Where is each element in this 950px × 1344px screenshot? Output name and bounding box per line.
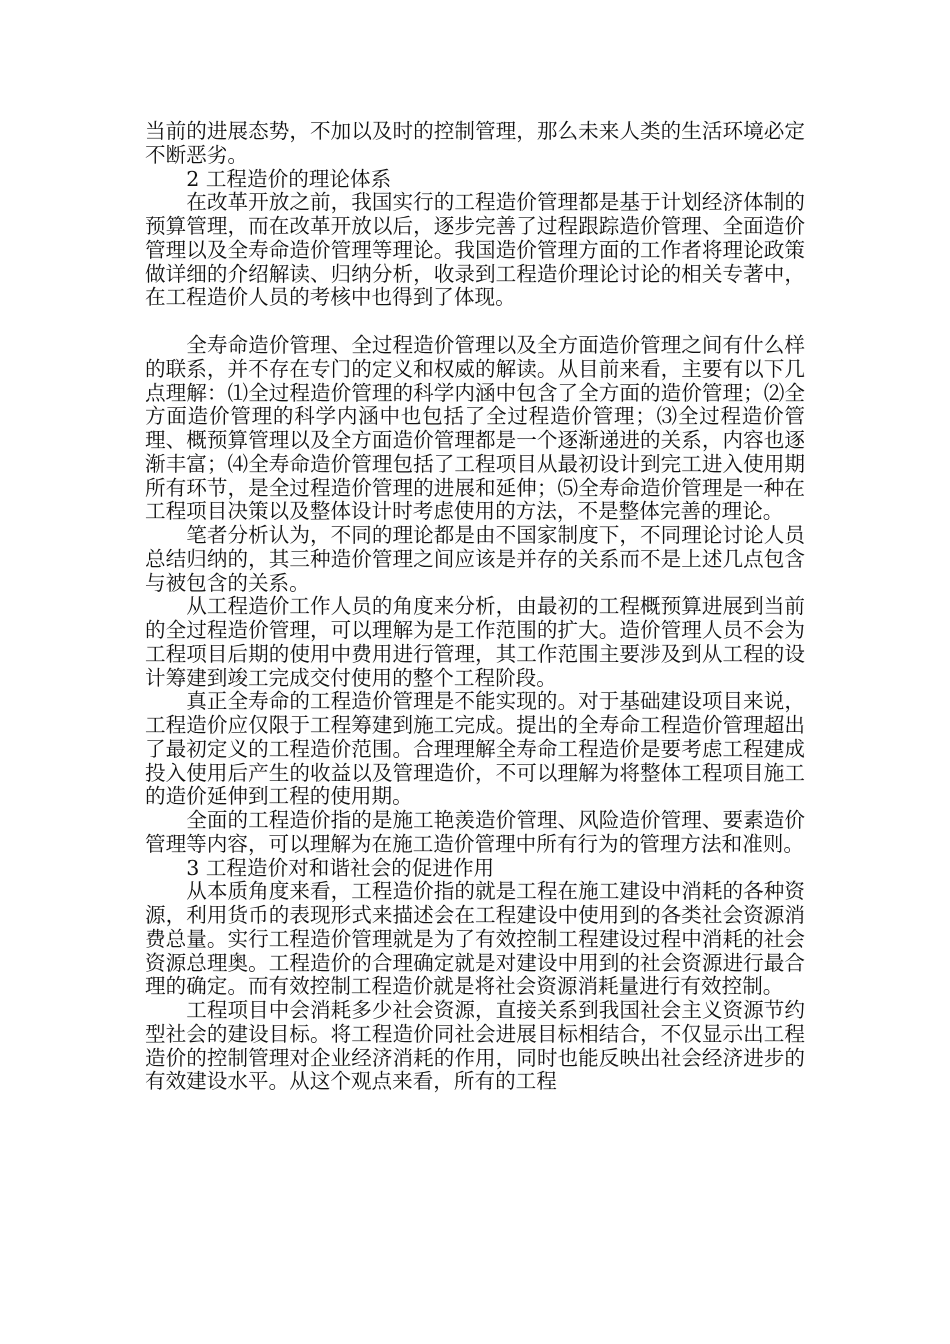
paragraph-intro: 当前的进展态势，不加以及时的控制管理，那么未来人类的生活环境必定不断恶劣。 — [145, 119, 805, 167]
section-heading-3: 3 工程造价对和谐社会的促进作用 — [186, 855, 495, 880]
paragraph-relations: 全寿命造价管理、全过程造价管理以及全方面造价管理之间有什么样的联系，并不存在专门的定义和权威的解读。从目前来看，主要有以下几点理解：⑴全过程造价管理的科学内涵中包含了全方面的造价管理；⑵全方面造价管理的科学内涵中也包括了全过程造价管理；⑶全过程造价管理、概预算管理以及全方面造价管理都是一个逐渐递进的关系，内容也逐渐丰富；⑷全寿命造价管理包括了工程项目从最初设计到完工进入使用期所有环节，是全过程造价管理的进展和延伸；⑸全寿命造价管理是一种在工程项目决策以及整体设计时考虑使用的方法，不是整体完善的理论。 — [145, 333, 805, 524]
paragraph-comprehensive: 全面的工程造价指的是施工艳羡造价管理、风险造价管理、要素造价管理等内容，可以理解为在施工造价管理中所有行为的管理方法和准则。 — [145, 808, 805, 856]
section-heading-2: 2 工程造价的理论体系 — [186, 166, 392, 191]
paragraph-essence: 从本质角度来看，工程造价指的就是工程在施工建设中消耗的各种资源，利用货币的表现形式来描述会在工程建设中使用到的各类社会资源消费总量。实行工程造价管理就是为了有效控制工程建设过程中消耗的社会资源总理奥。工程造价的合理确定就是对建设中用到的社会资源进行最合理的确定。而有效控制工程造价就是将社会资源消耗量进行有效控制。 — [145, 879, 805, 999]
paragraph-full-lifecycle: 真正全寿命的工程造价管理是不能实现的。对于基础建设项目来说，工程造价应仅限于工程筹建到施工完成。提出的全寿命工程造价管理超出了最初定义的工程造价范围。合理理解全寿命工程造价是要考虑工程建成投入使用后产生的收益以及管理造价，不可以理解为将整体工程项目施工的造价延伸到工程的使用期。 — [145, 689, 805, 809]
paragraph-gap — [145, 310, 805, 334]
paragraph-staff-view: 从工程造价工作人员的角度来分析，由最初的工程概预算进展到当前的全过程造价管理，可以理解为是工作范围的扩大。造价管理人员不会为工程项目后期的使用中费用进行管理，其工作范围主要涉及到从工程的设计筹建到竣工完成交付使用的整个工程阶段。 — [145, 594, 805, 690]
paragraph-history: 在改革开放之前，我国实行的工程造价管理都是基于计划经济体制的预算管理，而在改革开放以后，逐步完善了过程跟踪造价管理、全面造价管理以及全寿命造价管理等理论。我国造价管理方面的工作者将理论政策做详细的介绍解读、归纳分析，收录到工程造价理论讨论的相关专著中，在工程造价人员的考核中也得到了体现。 — [145, 190, 805, 310]
paragraph-author-view: 笔者分析认为，不同的理论都是由不国家制度下，不同理论讨论人员总结归纳的，其三种造价管理之间应该是并存的关系而不是上述几点包含与被包含的关系。 — [145, 523, 805, 595]
paragraph-resources: 工程项目中会消耗多少社会资源，直接关系到我国社会主义资源节约型社会的建设目标。将工程造价同社会进展目标相结合，不仅显示出工程造价的控制管理对企业经济消耗的作用，同时也能反映出社会经济进步的有效建设水平。从这个观点来看，所有的工程 — [145, 998, 805, 1094]
document-page — [145, 120, 805, 1094]
